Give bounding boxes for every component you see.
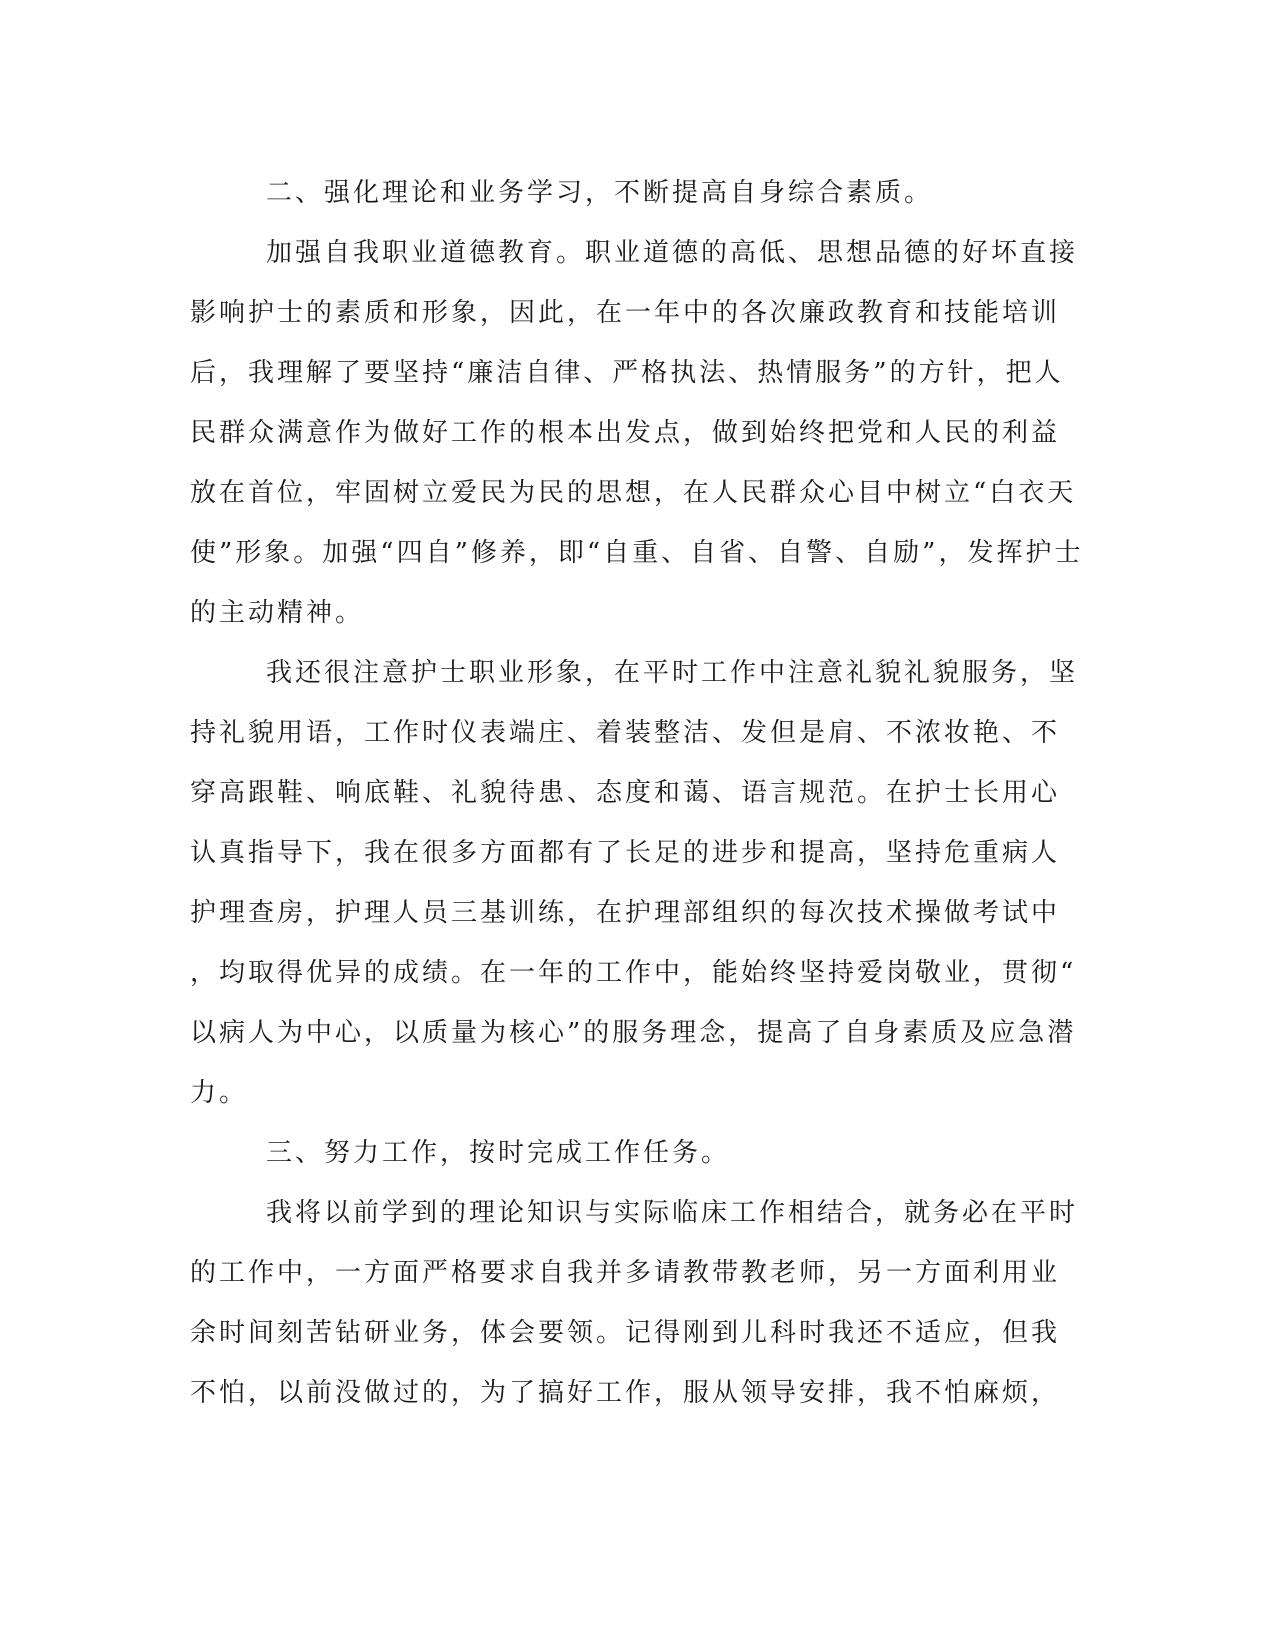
text-line: 认真指导下，我在很多方面都有了长足的进步和提高，坚持危重病人 — [190, 838, 1061, 868]
text-line: 我将以前学到的理论知识与实际临床工作相结合，就务必在平时 — [266, 1198, 1079, 1228]
text-line: 力。 — [190, 1078, 249, 1108]
text-line: 二、强化理论和业务学习，不断提高自身综合素质。 — [266, 178, 934, 208]
text-line: 的工作中，一方面严格要求自我并多请教带教老师，另一方面利用业 — [190, 1258, 1061, 1288]
text-line: 穿高跟鞋、响底鞋、礼貌待患、态度和蔼、语言规范。在护士长用心 — [190, 778, 1061, 808]
text-line: 放在首位，牢固树立爱民为民的思想，在人民群众心目中树立“白衣天 — [190, 478, 1077, 508]
text-line: 不怕，以前没做过的，为了搞好工作，服从领导安排，我不怕麻烦， — [190, 1378, 1061, 1408]
text-line: 护理查房，护理人员三基训练，在护理部组织的每次技术操做考试中 — [190, 898, 1061, 928]
text-line: 使”形象。加强“四自”修养，即“自重、自省、自警、自励”，发挥护士 — [190, 538, 1084, 568]
text-line: 余时间刻苦钻研业务，体会要领。记得刚到儿科时我还不适应，但我 — [190, 1318, 1061, 1348]
text-line: 我还很注意护士职业形象，在平时工作中注意礼貌礼貌服务，坚 — [266, 658, 1079, 688]
text-line: 加强自我职业道德教育。职业道德的高低、思想品德的好坏直接 — [266, 238, 1079, 268]
text-line: 三、努力工作，按时完成工作任务。 — [266, 1138, 731, 1168]
text-line: 后，我理解了要坚持“廉洁自律、严格执法、热情服务”的方针，把人 — [190, 358, 1064, 388]
text-line: ，均取得优异的成绩。在一年的工作中，能始终坚持爱岗敬业，贯彻“ — [190, 958, 1077, 988]
body-text — [190, 163, 1084, 1423]
text-line: 民群众满意作为做好工作的根本出发点，做到始终把党和人民的利益 — [190, 418, 1061, 448]
text-line: 持礼貌用语，工作时仪表端庄、着装整洁、发但是肩、不浓妆艳、不 — [190, 718, 1061, 748]
text-line: 影响护士的素质和形象，因此，在一年中的各次廉政教育和技能培训 — [190, 298, 1061, 328]
text-line: 的主动精神。 — [190, 598, 365, 628]
text-line: 以病人为中心，以质量为核心”的服务理念，提高了自身素质及应急潜 — [190, 1018, 1077, 1048]
